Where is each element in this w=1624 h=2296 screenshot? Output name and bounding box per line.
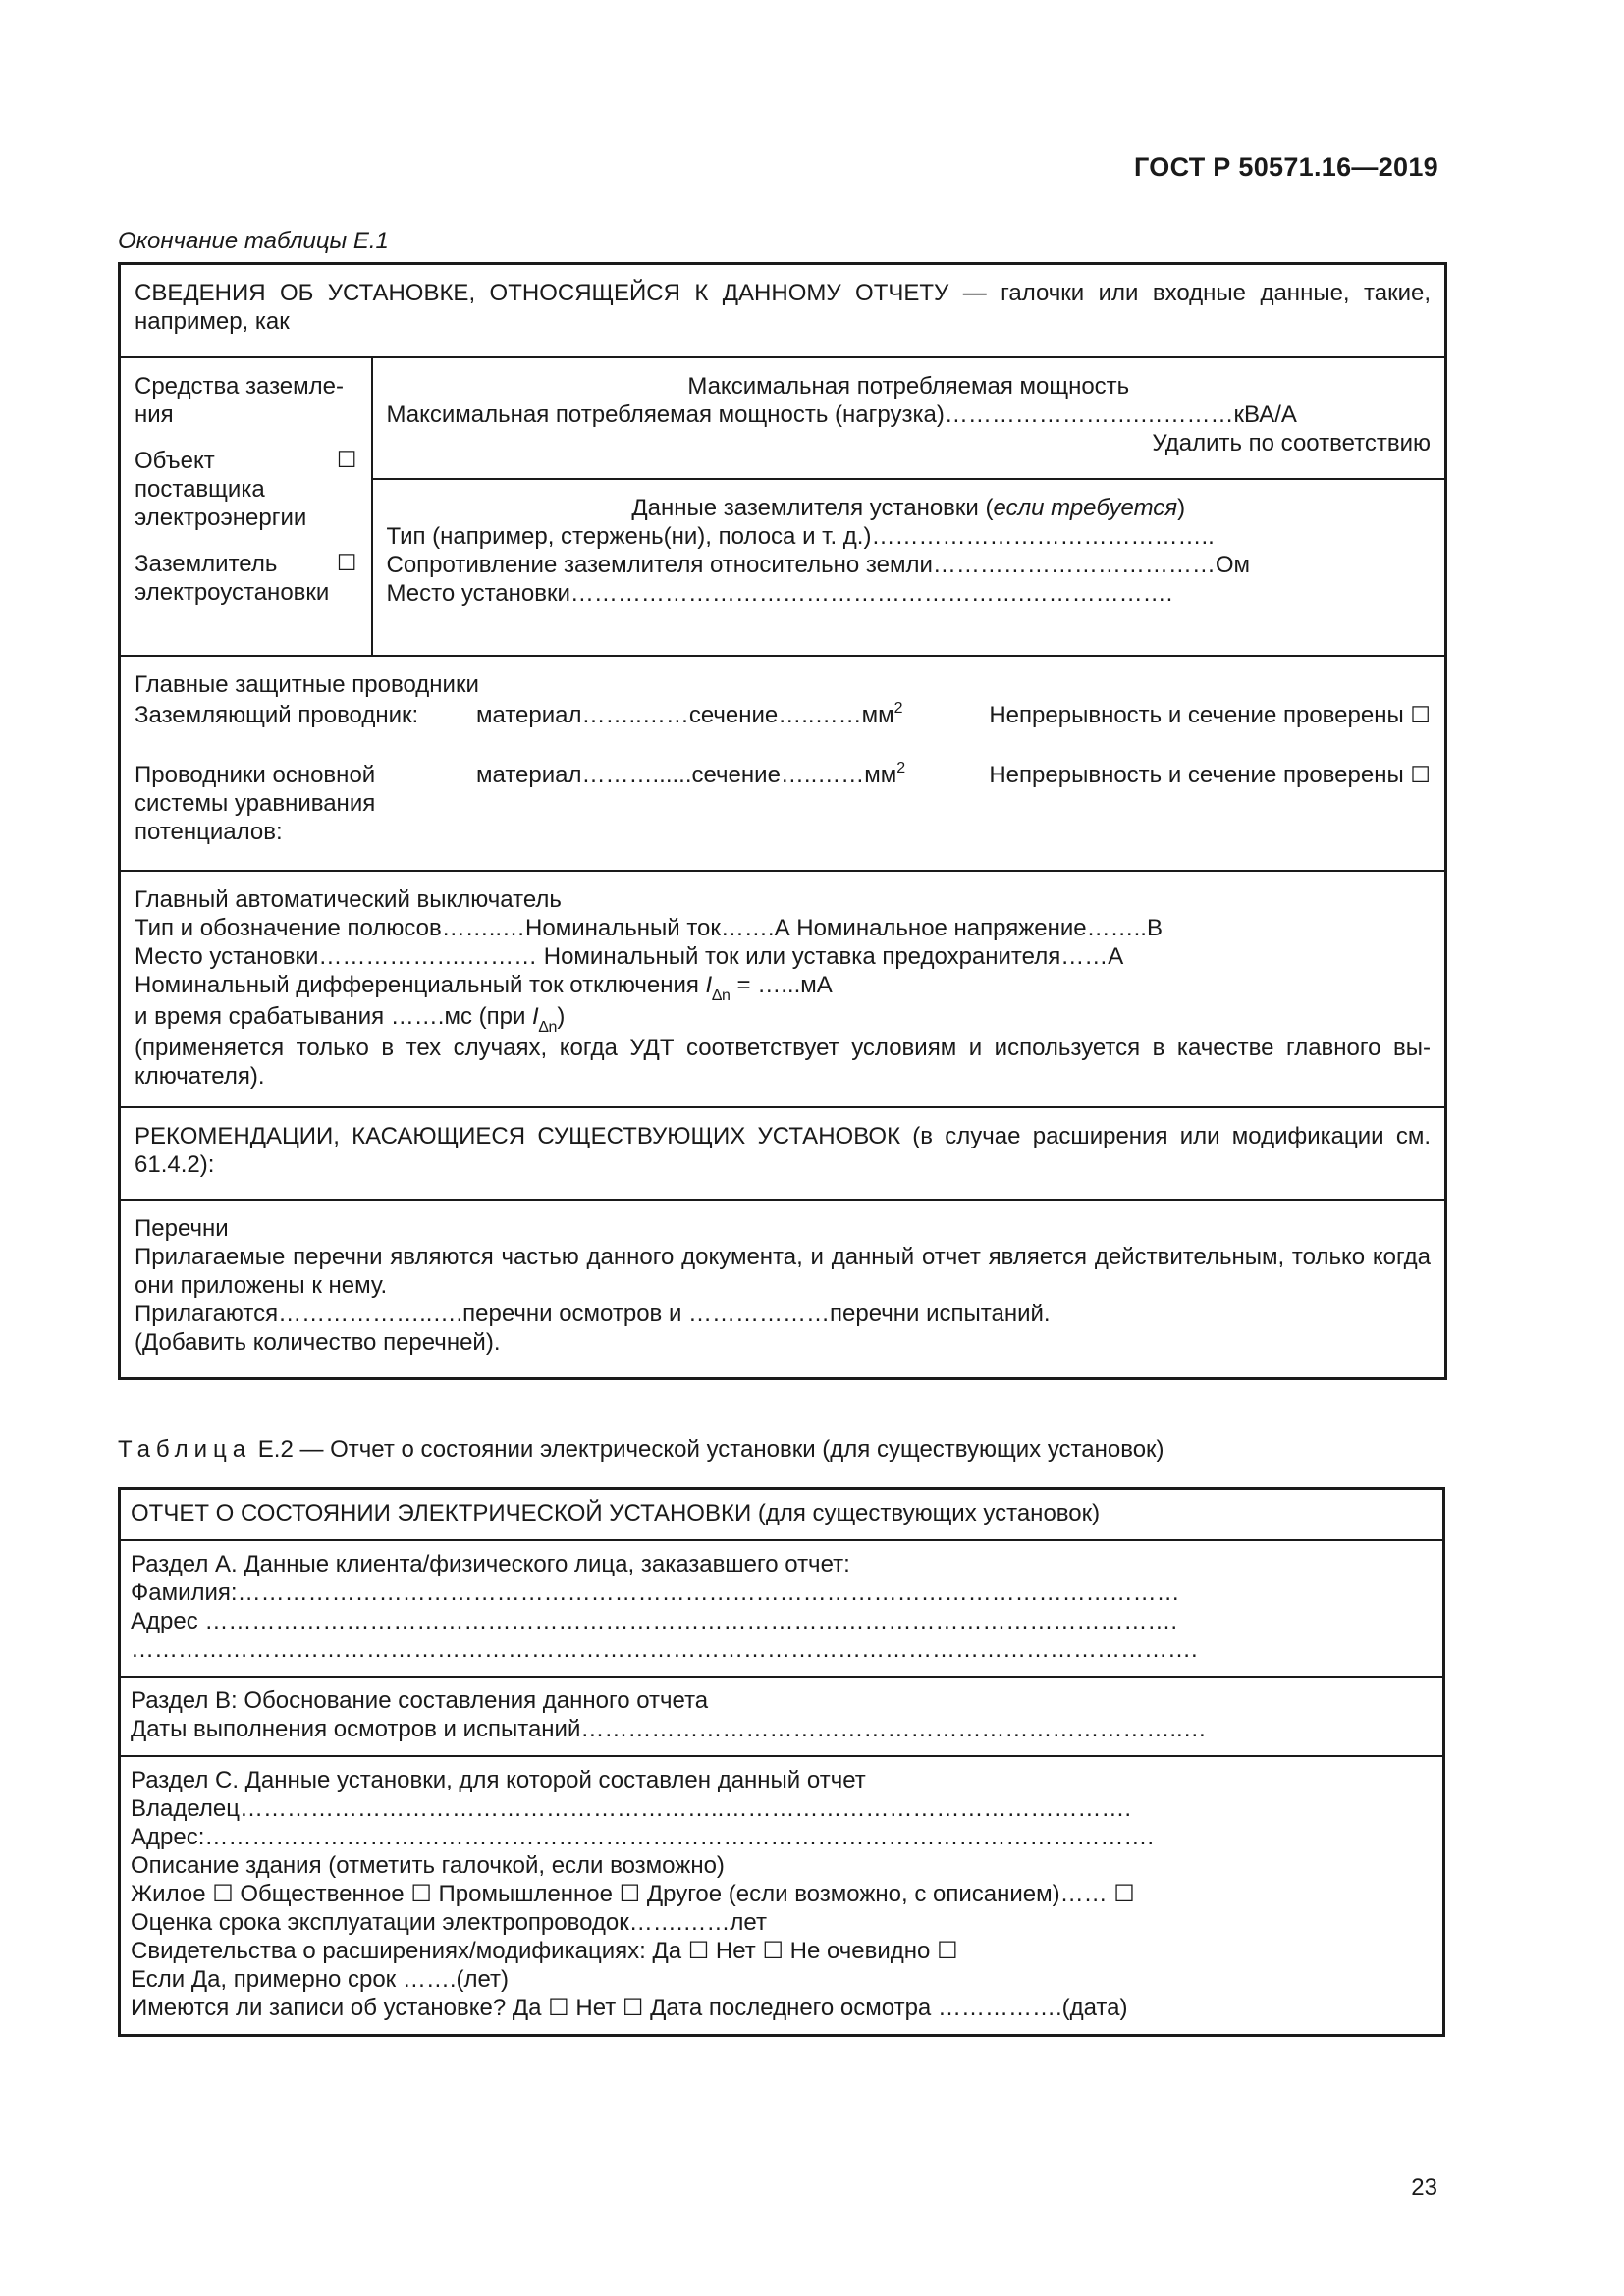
- earthing-arrangements-cell: [120, 357, 372, 656]
- earth-electrode-cell: [372, 479, 1446, 656]
- section-a-title: Раздел А. Данные клиента/физического лица, заказавшего отчет:: [131, 1551, 850, 1577]
- main-switch-cell: [120, 871, 1446, 1107]
- inspection-dates: Даты выполнения осмотров и испытаний…………………………………………………………………..…: [131, 1716, 1207, 1742]
- report-title: ОТЧЕТ О СОСТОЯНИИ ЭЛЕКТРИЧЕСКОЙ УСТАНОВКИ (для существующих установок): [120, 1489, 1444, 1541]
- table-e1: [118, 262, 1447, 1380]
- delete-note: Удалить по соответствию: [1152, 429, 1431, 456]
- bonding-conductor-values: $материал\dots\dots\dots......сечение\dots..\dots\dots мм^2$: [476, 759, 906, 788]
- table-2-caption: Таблица Е.2 — Отчет о состоянии электрической установки (для существующих установок): [118, 1436, 1164, 1463]
- alterations-age: Если Да, примерно срок …….(лет): [131, 1966, 510, 1993]
- section-a-cell: [120, 1540, 1444, 1677]
- max-demand-cell: [372, 357, 1446, 479]
- electrode-resistance-line: Сопротивление заземлителя относительно земли………………………………Ом: [386, 551, 1251, 578]
- schedules-line-1: Прилагаемые перечни являются частью данного документа, и данный отчет является действительным, только когда они приложены к нему.: [135, 1243, 1431, 1299]
- supplier-label-1: Объект: [135, 447, 215, 474]
- earthing-conductor-values: $материал\dots\dots..\dots\dots сечение\dots..\dots\dots мм^2$: [476, 699, 903, 728]
- max-demand-line: Максимальная потребляемая мощность (нагрузка)…………………….…………кВА/А: [386, 400, 1297, 428]
- breaker-line-4: и время срабатывания …….мс (при $I_{\Delta n}$): [135, 1002, 566, 1036]
- table-e2: [118, 1487, 1445, 2037]
- earthing-conductor-label: Заземляющий проводник:: [135, 701, 419, 728]
- client-address: Адрес …………………………………………………………………………………………………………….: [131, 1608, 1178, 1634]
- electrode-checkbox[interactable]: ☐: [336, 550, 357, 576]
- alterations-line: Свидетельства о расширениях/модификациях: Да ☐ Нет ☐ Не очевидно ☐: [131, 1938, 958, 1964]
- protective-conductors-cell: [120, 656, 1446, 871]
- schedules-cell: [120, 1200, 1446, 1379]
- document-header: ГОСТ Р 50571.16—2019: [1134, 152, 1438, 182]
- electrode-data-title: Данные заземлителя установки (если требуется): [631, 494, 1186, 521]
- bonding-verified-checkbox[interactable]: ☐: [1410, 762, 1431, 788]
- breaker-title: Главный автоматический выключатель: [135, 885, 562, 913]
- schedules-title: Перечни: [135, 1214, 229, 1242]
- wiring-age: Оценка срока эксплуатации электропроводок…….……лет: [131, 1909, 767, 1936]
- breaker-line-3: Номинальный дифференциальный ток отключения $I_{\Delta n}$ = …...мА: [135, 971, 833, 1004]
- records-line: Имеются ли записи об установке? Да ☐ Нет ☐ Дата последнего осмотра …………….(дата): [131, 1995, 1128, 2021]
- supplier-label-3: электроэнергии: [135, 504, 307, 531]
- schedules-line-2: Прилагаются………………..….перечни осмотров и ………………перечни испытаний.: [135, 1300, 1051, 1327]
- bonding-conductor-label: Проводники основной системы уравнивания потенциалов:: [135, 761, 376, 845]
- electrode-location-line: Место установки………………………………………………….……………….: [386, 579, 1173, 607]
- supplier-checkbox[interactable]: ☐: [336, 447, 357, 473]
- conductors-title: Главные защитные проводники: [135, 670, 479, 698]
- supplier-label-2: поставщика: [135, 475, 265, 503]
- section-b-title: Раздел В: Обоснование составления данного отчета: [131, 1687, 709, 1714]
- electrode-label-1: Заземлитель: [135, 550, 278, 577]
- earthing-verified-checkbox[interactable]: ☐: [1410, 702, 1431, 728]
- section-b-cell: [120, 1677, 1444, 1756]
- owner-line: Владелец……………………………………………………..…………………………………………….: [131, 1795, 1132, 1822]
- breaker-line-1: Тип и обозначение полюсов……..…Номинальный ток…….А Номинальное напряжение……..В: [135, 914, 1163, 941]
- earthing-label-1: Средства заземле-: [135, 372, 344, 400]
- installation-title: СВЕДЕНИЯ ОБ УСТАНОВКЕ, ОТНОСЯЩЕЙСЯ К ДАННОМУ ОТЧЕТУ — галочки или входные данные, такие, например, как: [120, 264, 1446, 357]
- schedules-line-3: (Добавить количество перечней).: [135, 1328, 501, 1356]
- electrode-label-2: электроустановки: [135, 578, 330, 606]
- building-types: Жилое ☐ Общественное ☐ Промышленное ☐ Другое (если возможно, с описанием)…… ☐: [131, 1881, 1135, 1907]
- breaker-line-2: Место установки……………….……… Номинальный ток или уставка предохранителя……А: [135, 942, 1124, 970]
- page-number: 23: [1411, 2174, 1437, 2201]
- earthing-label-2: ния: [135, 400, 174, 428]
- earthing-verified: Непрерывность и сечение проверены ☐: [989, 701, 1431, 728]
- bonding-verified: Непрерывность и сечение проверены ☐: [989, 761, 1431, 788]
- table-1-caption: Окончание таблицы Е.1: [118, 228, 389, 254]
- installation-address: Адрес:………………………………………………………………………………………………………….: [131, 1824, 1155, 1850]
- client-address-blank: ……………………………………………………………………………………………………………………….: [131, 1636, 1198, 1663]
- electrode-type-line: Тип (например, стержень(ни), полоса и т. д.)……………………………………..: [386, 522, 1215, 550]
- section-c-cell: [120, 1756, 1444, 2036]
- max-demand-title: Максимальная потребляемая мощность: [687, 372, 1130, 400]
- section-c-title: Раздел С. Данные установки, для которой составлен данный отчет: [131, 1767, 866, 1793]
- recommendations-cell: РЕКОМЕНДАЦИИ, КАСАЮЩИЕСЯ СУЩЕСТВУЮЩИХ УСТАНОВОК (в случае расширения или модификации см. 61.4.2):: [120, 1107, 1446, 1200]
- building-description: Описание здания (отметить галочкой, если возможно): [131, 1852, 725, 1879]
- client-surname: Фамилия:…………………………………………………………………………………………………………: [131, 1579, 1180, 1606]
- breaker-line-5: (применяется только в тех случаях, когда УДТ соответствует условиям и используется в качестве главного вы-ключателя).: [135, 1034, 1431, 1090]
